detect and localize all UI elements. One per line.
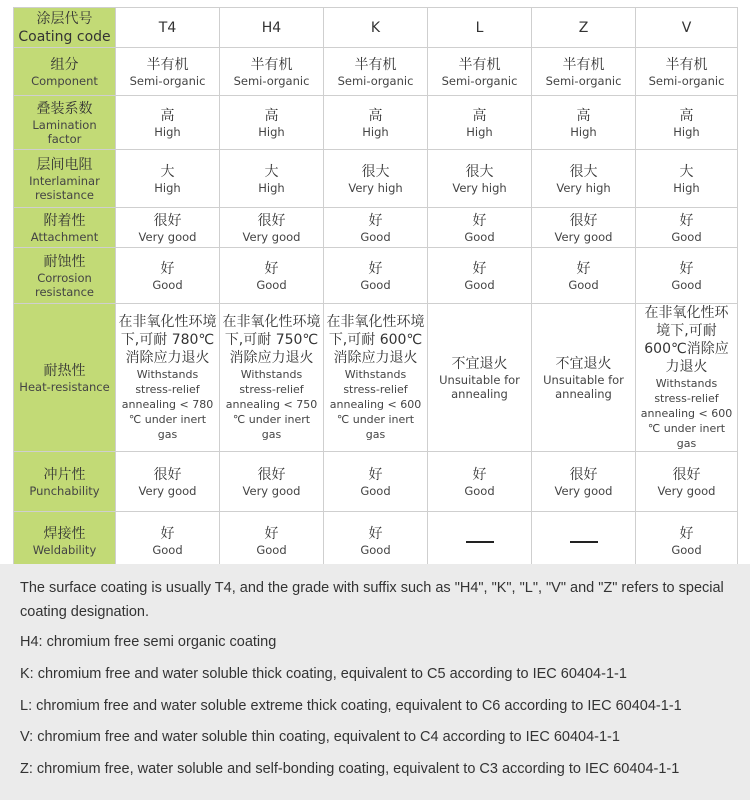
table-cell xyxy=(116,150,220,208)
cell-value-en: Very good xyxy=(554,483,613,498)
table-row xyxy=(14,452,738,512)
cell-value-zh: 高 xyxy=(472,107,487,124)
row-label-zh: 焊接性 xyxy=(43,525,86,542)
table-cell xyxy=(220,208,324,248)
cell-value-zh: 高 xyxy=(679,107,694,124)
row-label xyxy=(14,48,116,96)
row-label-en: Heat-resistance xyxy=(19,379,110,394)
cell-value-zh: 半有机 xyxy=(146,56,189,73)
note-l: L: chromium free and water soluble extreme thick coating, equivalent to C6 according to IEC 60404-1-1 xyxy=(20,698,682,714)
row-label-en: Interlaminar resistance xyxy=(29,173,100,202)
cell-value-zh: 很好 xyxy=(569,212,598,229)
cell-value-zh: 很好 xyxy=(569,466,598,483)
cell-value-zh: 很大 xyxy=(465,163,494,180)
table-cell xyxy=(220,304,324,452)
table-row xyxy=(14,150,738,208)
cell-value-en: High xyxy=(154,180,181,195)
table-cell xyxy=(116,512,220,570)
cell-value-zh: 好 xyxy=(264,260,279,277)
cell-value-en: Very high xyxy=(348,180,403,195)
cell-value-en: Very high xyxy=(556,180,611,195)
cell-value-zh: 好 xyxy=(368,260,383,277)
cell-value-en: Good xyxy=(671,229,702,244)
row-label xyxy=(14,512,116,570)
table-cell xyxy=(532,96,636,150)
row-label-en: Lamination factor xyxy=(32,117,97,146)
row-label xyxy=(14,96,116,150)
cell-value-en: Good xyxy=(360,542,391,557)
cell-value-zh: 很好 xyxy=(257,466,286,483)
cell-value-zh: 大 xyxy=(264,163,279,180)
row-label-zh: 冲片性 xyxy=(43,466,86,483)
cell-value-zh: 在非氧化性环境下,可耐 600℃消除应力退火 xyxy=(326,314,425,366)
row-label-zh: 组分 xyxy=(50,56,79,73)
cell-value-zh: 半有机 xyxy=(458,56,501,73)
cell-value-zh: 好 xyxy=(472,466,487,483)
table-cell xyxy=(324,208,428,248)
cell-value-en: Withstands stress-relief annealing < 750 ℃ under inert gas xyxy=(225,368,318,441)
table-cell xyxy=(428,96,532,150)
cell-value-en: Semi-organic xyxy=(129,73,206,88)
row-label-en: Weldability xyxy=(32,542,97,557)
table-cell xyxy=(116,208,220,248)
row-label xyxy=(14,304,116,452)
table-cell xyxy=(636,150,738,208)
cell-value-en: Very good xyxy=(657,483,716,498)
cell-value-en: Withstands stress-relief annealing < 780 ℃ under inert gas xyxy=(121,368,214,441)
cell-value-zh: 好 xyxy=(368,525,383,542)
cell-value-zh: 很好 xyxy=(153,212,182,229)
cell-value-zh: 好 xyxy=(472,260,487,277)
coating-spec-table xyxy=(13,7,738,570)
not-applicable-dash xyxy=(466,541,494,543)
coating-code-k xyxy=(324,8,428,48)
table-cell xyxy=(324,96,428,150)
row-label-zh: 附着性 xyxy=(43,212,86,229)
cell-value-en: Good xyxy=(256,277,287,292)
cell-value-en: High xyxy=(673,180,700,195)
table-cell xyxy=(428,304,532,452)
coating-code-value: T4 xyxy=(158,19,177,36)
cell-value-zh: 好 xyxy=(472,212,487,229)
note-h4: H4: chromium free semi organic coating xyxy=(20,634,277,650)
cell-value-zh: 不宜退火 xyxy=(555,355,612,372)
table-cell xyxy=(636,304,738,452)
cell-value-en: High xyxy=(258,124,285,139)
table-cell xyxy=(428,512,532,570)
row-label xyxy=(14,248,116,304)
table-row xyxy=(14,208,738,248)
cell-value-en: Very good xyxy=(242,483,301,498)
notes-section xyxy=(0,564,750,800)
cell-value-en: Good xyxy=(671,542,702,557)
cell-value-en: Very high xyxy=(452,180,507,195)
table-cell xyxy=(636,452,738,512)
table-row xyxy=(14,512,738,570)
row-label xyxy=(14,208,116,248)
cell-value-en: Good xyxy=(360,483,391,498)
table-cell xyxy=(636,248,738,304)
cell-value-zh: 大 xyxy=(679,163,694,180)
cell-value-zh: 很好 xyxy=(672,466,701,483)
cell-value-en: Very good xyxy=(138,229,197,244)
cell-value-en: Very good xyxy=(554,229,613,244)
coating-code-value: Z xyxy=(578,19,589,36)
row-label-en: Punchability xyxy=(29,483,100,498)
header-row xyxy=(14,8,738,48)
cell-value-zh: 半有机 xyxy=(562,56,605,73)
cell-value-en: High xyxy=(258,180,285,195)
row-label-en: Component xyxy=(31,73,98,88)
cell-value-en: Very good xyxy=(242,229,301,244)
note-k: K: chromium free and water soluble thick coating, equivalent to C5 according to IEC 60404-1-1 xyxy=(20,666,627,682)
cell-value-en: Unsuitable for annealing xyxy=(439,372,520,401)
cell-value-en: Good xyxy=(464,229,495,244)
cell-value-en: Semi-organic xyxy=(648,73,725,88)
cell-value-en: Semi-organic xyxy=(337,73,414,88)
cell-value-zh: 半有机 xyxy=(665,56,708,73)
cell-value-zh: 高 xyxy=(576,107,591,124)
table-cell xyxy=(324,304,428,452)
note-intro: The surface coating is usually T4, and the grade with suffix such as "H4", "K", "L", "V" and "Z" refers to special coating designation. xyxy=(20,580,724,620)
coating-code-value: V xyxy=(681,19,692,36)
cell-value-en: Good xyxy=(360,277,391,292)
table-cell xyxy=(532,208,636,248)
coating-code-label-en: Coating code xyxy=(18,28,111,45)
table-cell xyxy=(428,248,532,304)
cell-value-en: Good xyxy=(464,483,495,498)
cell-value-en: Good xyxy=(464,277,495,292)
coating-code-v xyxy=(636,8,738,48)
table-cell xyxy=(532,150,636,208)
row-label-en: Corrosion resistance xyxy=(35,270,94,299)
cell-value-zh: 半有机 xyxy=(354,56,397,73)
coating-code-h4 xyxy=(220,8,324,48)
cell-value-zh: 不宜退火 xyxy=(451,355,508,372)
table-cell xyxy=(532,48,636,96)
table-cell xyxy=(636,512,738,570)
table-cell xyxy=(116,248,220,304)
table-cell xyxy=(532,248,636,304)
cell-value-en: Semi-organic xyxy=(441,73,518,88)
cell-value-en: High xyxy=(154,124,181,139)
cell-value-zh: 好 xyxy=(368,466,383,483)
table-cell xyxy=(428,452,532,512)
table-cell xyxy=(220,512,324,570)
table-cell xyxy=(636,208,738,248)
row-label xyxy=(14,452,116,512)
row-label-zh: 耐热性 xyxy=(43,362,86,379)
table-cell xyxy=(324,248,428,304)
table-row xyxy=(14,96,738,150)
note-v: V: chromium free and water soluble thin coating, equivalent to C4 according to IEC 60404-1-1 xyxy=(20,729,620,745)
table-row xyxy=(14,48,738,96)
row-label-en: Attachment xyxy=(30,229,99,244)
cell-value-zh: 在非氧化性环境下,可耐 750℃消除应力退火 xyxy=(222,314,321,366)
cell-value-zh: 高 xyxy=(368,107,383,124)
table-row xyxy=(14,304,738,452)
cell-value-zh: 高 xyxy=(264,107,279,124)
cell-value-en: High xyxy=(466,124,493,139)
cell-value-en: Good xyxy=(152,542,183,557)
coating-code-value: H4 xyxy=(261,19,282,36)
cell-value-en: Good xyxy=(671,277,702,292)
cell-value-zh: 好 xyxy=(679,212,694,229)
cell-value-zh: 好 xyxy=(160,525,175,542)
table-cell xyxy=(532,512,636,570)
cell-value-en: High xyxy=(673,124,700,139)
table-cell xyxy=(220,48,324,96)
cell-value-zh: 很大 xyxy=(361,163,390,180)
table-cell xyxy=(116,48,220,96)
cell-value-zh: 大 xyxy=(160,163,175,180)
coating-code-label xyxy=(14,8,116,48)
cell-value-en: Semi-organic xyxy=(545,73,622,88)
not-applicable-dash xyxy=(570,541,598,543)
cell-value-en: Unsuitable for annealing xyxy=(543,372,624,401)
table-cell xyxy=(324,150,428,208)
row-label-zh: 耐蚀性 xyxy=(43,253,86,270)
table-cell xyxy=(220,248,324,304)
table-cell xyxy=(116,304,220,452)
table-cell xyxy=(428,208,532,248)
table-cell xyxy=(532,304,636,452)
row-label xyxy=(14,150,116,208)
cell-value-zh: 很好 xyxy=(257,212,286,229)
cell-value-zh: 好 xyxy=(264,525,279,542)
coating-code-label-zh: 涂层代号 xyxy=(36,10,93,27)
cell-value-en: High xyxy=(362,124,389,139)
coating-code-l xyxy=(428,8,532,48)
cell-value-en: Very good xyxy=(138,483,197,498)
cell-value-en: Good xyxy=(152,277,183,292)
row-label-zh: 层间电阻 xyxy=(36,156,93,173)
cell-value-zh: 高 xyxy=(160,107,175,124)
table-cell xyxy=(636,96,738,150)
coating-code-t4 xyxy=(116,8,220,48)
coating-code-value: L xyxy=(475,19,484,36)
row-label-zh: 叠装系数 xyxy=(36,100,93,117)
cell-value-zh: 在非氧化性环境下,可耐 780℃消除应力退火 xyxy=(118,314,217,366)
cell-value-zh: 好 xyxy=(679,525,694,542)
cell-value-zh: 好 xyxy=(160,260,175,277)
cell-value-zh: 好 xyxy=(679,260,694,277)
cell-value-zh: 在非氧化性环境下,可耐 600℃消除应力退火 xyxy=(644,305,729,375)
note-z: Z: chromium free, water soluble and self-bonding coating, equivalent to C3 according to IEC 60404-1-1 xyxy=(20,761,680,777)
table-cell xyxy=(636,48,738,96)
table-cell xyxy=(532,452,636,512)
coating-code-z xyxy=(532,8,636,48)
table-cell xyxy=(220,150,324,208)
cell-value-en: Good xyxy=(568,277,599,292)
cell-value-en: Semi-organic xyxy=(233,73,310,88)
table-cell xyxy=(220,452,324,512)
cell-value-zh: 好 xyxy=(576,260,591,277)
cell-value-en: Good xyxy=(360,229,391,244)
coating-code-value: K xyxy=(370,19,381,36)
table-cell xyxy=(324,452,428,512)
cell-value-en: Good xyxy=(256,542,287,557)
cell-value-zh: 好 xyxy=(368,212,383,229)
table-cell xyxy=(324,512,428,570)
table-cell xyxy=(116,452,220,512)
cell-value-en: High xyxy=(570,124,597,139)
cell-value-zh: 半有机 xyxy=(250,56,293,73)
cell-value-zh: 很大 xyxy=(569,163,598,180)
table-row xyxy=(14,248,738,304)
table-cell xyxy=(428,48,532,96)
cell-value-zh: 很好 xyxy=(153,466,182,483)
cell-value-en: Withstands stress-relief annealing < 600 ℃ under inert gas xyxy=(329,368,422,441)
table-cell xyxy=(116,96,220,150)
cell-value-en: Withstands stress-relief annealing < 600 ℃ under inert gas xyxy=(640,377,733,450)
table-cell xyxy=(324,48,428,96)
table-cell xyxy=(220,96,324,150)
table-cell xyxy=(428,150,532,208)
